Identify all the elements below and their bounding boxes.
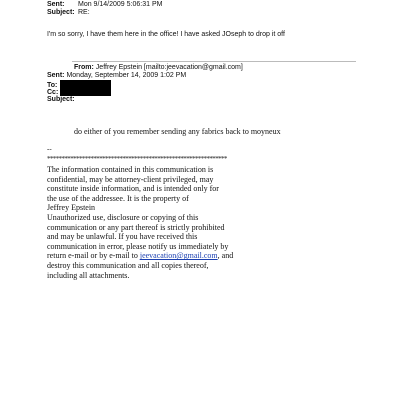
disclaimer-line: destroy this communication and all copies thereof, <box>47 260 209 270</box>
disclaimer-text: , and <box>217 251 234 261</box>
disclaimer-line: constitute inside information, and is intended only for <box>47 184 219 194</box>
email-link[interactable]: jeevacation@gmail.com <box>139 251 218 261</box>
disclaimer-line: confidential, may be attorney-client privileged, may <box>47 174 214 184</box>
original-subject-label: Subject: <box>47 96 75 103</box>
disclaimer-line: The information contained in this communication is <box>47 165 214 174</box>
original-to-label: To: <box>47 81 58 89</box>
reply-sent-row <box>47 1 162 9</box>
reply-subject-label: Subject: <box>47 9 75 16</box>
disclaimer-text: return e-mail or by e-mail to <box>47 251 140 261</box>
redaction-box-cc <box>60 88 111 96</box>
original-sent-label: Sent: <box>47 72 65 79</box>
disclaimer-line: communication in error, please notify us immediately by <box>47 241 229 251</box>
original-sent-value: Monday, September 14, 2009 1:02 PM <box>66 72 187 79</box>
original-from-row <box>74 64 243 72</box>
reply-body-text: I'm so sorry, I have them here in the office! I have asked JOseph to drop it off <box>47 31 285 38</box>
header-separator <box>72 61 356 62</box>
original-from-label: From: <box>74 64 94 71</box>
disclaimer-line: communication or any part thereof is strictly prohibited <box>47 222 225 232</box>
disclaimer-block <box>47 165 287 280</box>
reply-subject-row <box>47 9 90 17</box>
disclaimer-line: the use of the addressee. It is the property of <box>47 193 189 203</box>
disclaimer-line: Unauthorized use, disclosure or copying of this <box>47 212 199 222</box>
disclaimer-line: Jeffrey Epstein <box>47 203 96 213</box>
original-cc-label: Cc: <box>47 88 59 96</box>
original-body-text: do either of you remember sending any fabrics back to moyneux <box>74 127 281 136</box>
disclaimer-line: and may be unlawful. If you have received this <box>47 232 198 242</box>
disclaimer-line: including all attachments. <box>47 270 130 280</box>
reply-subject-value: RE: <box>78 9 90 16</box>
original-from-value: Jeffrey Epstein [mailto:jeevacation@gmail.com] <box>95 64 243 71</box>
reply-sent-label: Sent: <box>47 1 65 8</box>
signature-dash: -- <box>47 145 52 153</box>
reply-sent-value: Mon 9/14/2009 5:06:31 PM <box>78 1 163 8</box>
original-sent-row <box>47 72 186 80</box>
separator-stars: ************************************************************** <box>47 155 227 163</box>
original-subject-row <box>47 96 75 104</box>
disclaimer-line-with-link <box>47 251 287 261</box>
